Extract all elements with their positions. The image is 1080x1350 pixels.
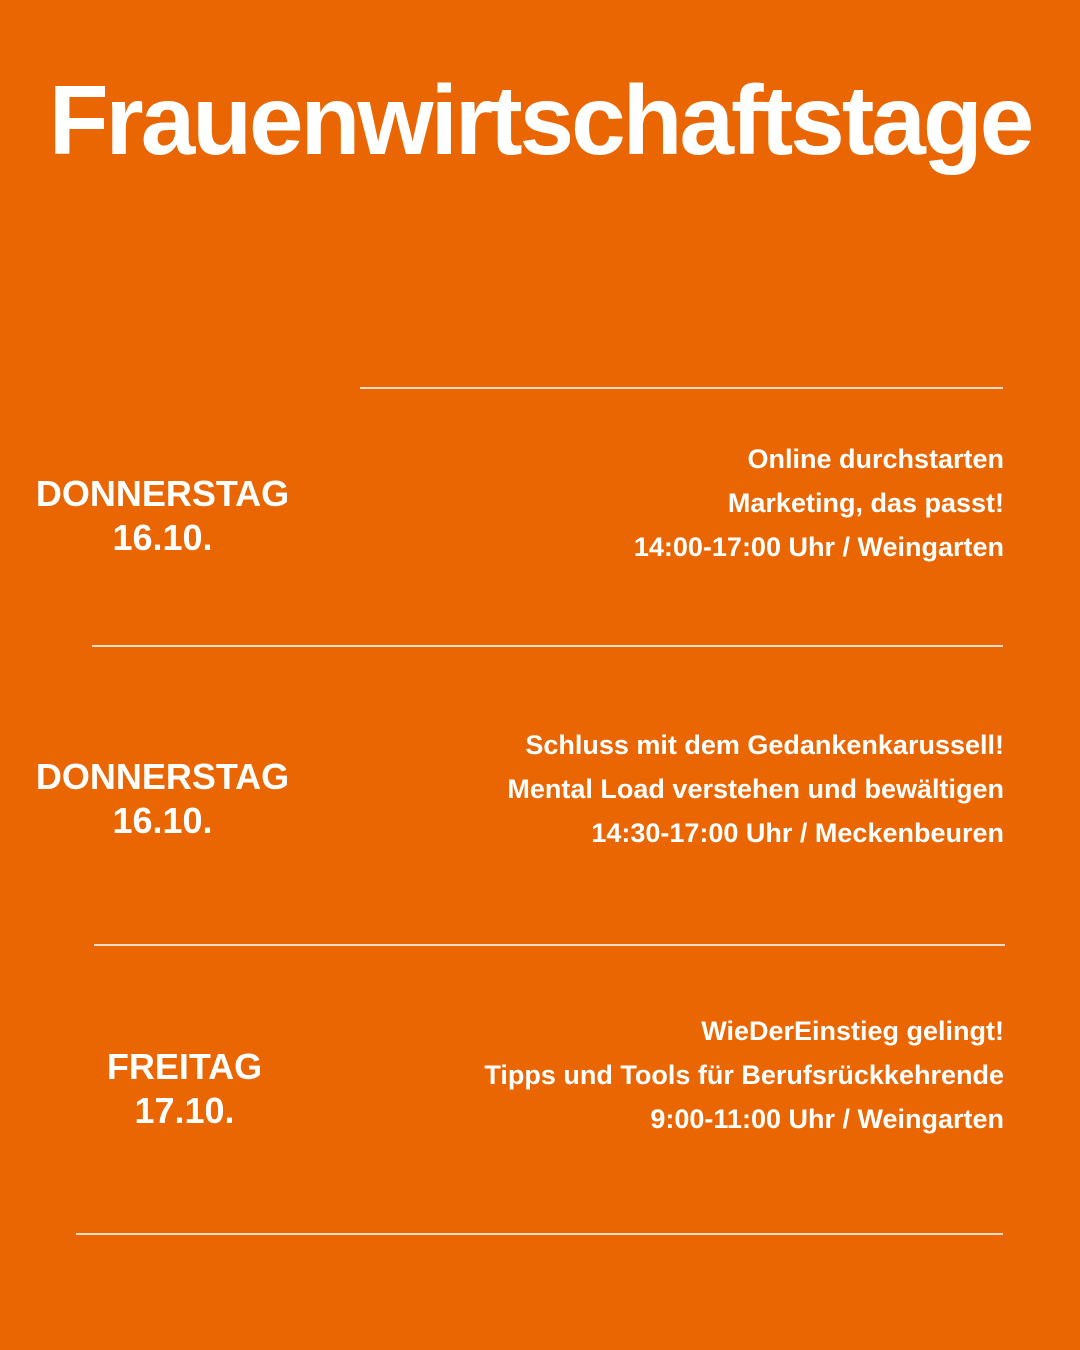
event-date xyxy=(42,1045,327,1133)
divider xyxy=(94,944,1005,946)
event-subtitle: Marketing, das passt! xyxy=(727,488,1004,518)
event-title: Schluss mit dem Gedankenkarussell! xyxy=(525,730,1004,760)
event-title: WieDerEinstieg gelingt! xyxy=(701,1016,1004,1046)
event-time-place: 14:00-17:00 Uhr / Weingarten xyxy=(633,532,1004,562)
event-weekday: DONNERSTAG xyxy=(35,756,290,797)
event-subtitle: Mental Load verstehen und bewältigen xyxy=(507,774,1004,804)
event-day: 16.10. xyxy=(112,517,213,558)
event-weekday: DONNERSTAG xyxy=(35,473,290,514)
divider xyxy=(360,387,1003,389)
event-details xyxy=(507,723,1004,855)
divider xyxy=(76,1233,1003,1235)
event-date xyxy=(20,755,305,843)
event-details xyxy=(484,1009,1004,1141)
divider xyxy=(92,645,1003,647)
event-time-place: 14:30-17:00 Uhr / Meckenbeuren xyxy=(591,818,1004,848)
event-subtitle: Tipps und Tools für Berufsrückkehrende xyxy=(484,1060,1004,1090)
event-day: 16.10. xyxy=(112,800,213,841)
event-time-place: 9:00-11:00 Uhr / Weingarten xyxy=(650,1104,1004,1134)
event-title: Online durchstarten xyxy=(747,444,1004,474)
event-details xyxy=(634,437,1004,569)
event-date xyxy=(20,472,305,560)
event-weekday: FREITAG xyxy=(106,1046,263,1087)
event-day: 17.10. xyxy=(134,1090,235,1131)
page-title: Frauenwirtschaftstage xyxy=(48,65,1032,175)
